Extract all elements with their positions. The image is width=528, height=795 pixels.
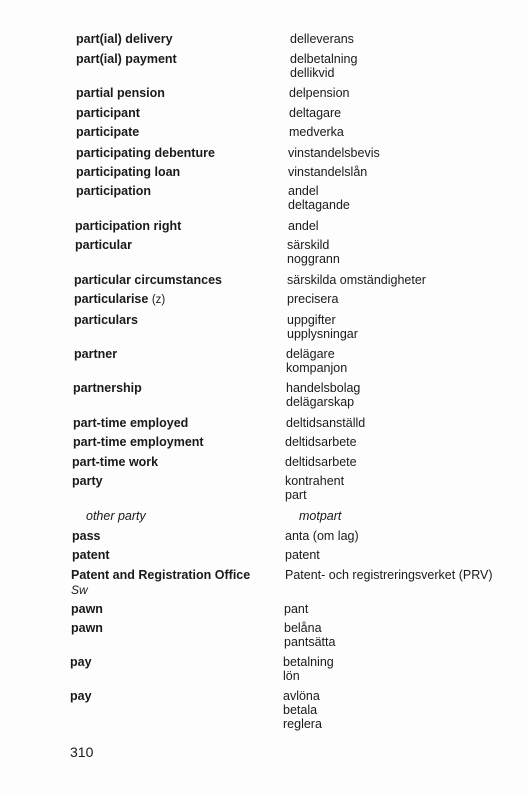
entry-term-text: other party — [86, 509, 146, 523]
entry-term — [72, 548, 110, 563]
entry-translations — [287, 273, 426, 287]
entry-translations — [285, 455, 357, 469]
translation: deltidsarbete — [285, 435, 357, 449]
translation: belåna — [284, 621, 322, 635]
entry-term — [76, 86, 165, 101]
translation: deltagande — [288, 198, 350, 212]
entry-term-text: particular circumstances — [74, 273, 222, 287]
translation: vinstandelsbevis — [288, 146, 380, 160]
entry-term-text: part(ial) payment — [76, 52, 177, 66]
translation: avlöna — [283, 689, 320, 703]
entry-translations — [287, 313, 358, 341]
entry-term-text: participating debenture — [76, 146, 215, 160]
entry-translations — [287, 292, 338, 306]
entry-translations — [285, 529, 359, 543]
entry-term-text: participate — [76, 125, 140, 139]
translation: deltidsarbete — [285, 455, 357, 469]
entry-term-text: pass — [72, 529, 101, 543]
entry-translations — [287, 238, 340, 266]
translation: precisera — [287, 292, 339, 306]
translation: delägare — [286, 347, 335, 361]
translation: reglera — [283, 717, 322, 731]
entry-term-region: Sw — [71, 583, 88, 597]
entry-term-text: part-time employment — [73, 435, 204, 449]
translation: medverka — [289, 125, 344, 139]
entry-term-text: part-time employed — [73, 416, 189, 430]
translation: särskild — [287, 238, 330, 252]
entry-translations — [289, 86, 349, 100]
translation: delpension — [289, 86, 350, 100]
entry-term — [75, 238, 132, 253]
translation: andel — [288, 184, 319, 198]
entry-term-text: part-time work — [72, 455, 159, 469]
translation: betala — [283, 703, 318, 717]
entry-term-text: party — [72, 474, 103, 488]
entry-term-text: partnership — [73, 381, 142, 395]
entry-translations — [285, 474, 344, 502]
translation: delbetalning — [290, 52, 358, 66]
entry-translations — [284, 621, 335, 649]
page-number: 310 — [70, 744, 94, 760]
entry-term-text: partial pension — [76, 86, 165, 100]
translation: pant — [284, 602, 309, 616]
entry-term-text: particular — [75, 238, 132, 252]
translation: särskilda omständigheter — [287, 273, 426, 287]
entry-term — [73, 381, 142, 396]
translation: delägarskap — [286, 395, 355, 409]
entry-translations — [288, 146, 380, 160]
entry-term — [76, 106, 140, 121]
entry-term — [73, 435, 204, 450]
translation: vinstandelslån — [288, 165, 368, 179]
translation: anta (om lag) — [285, 529, 359, 543]
entry-term — [70, 689, 92, 704]
entry-term-text: participation — [76, 184, 152, 198]
entry-term-text: particularise — [74, 292, 149, 306]
entry-term-text: patent — [72, 548, 110, 562]
entry-term-text: pawn — [71, 621, 103, 635]
entry-term — [76, 125, 139, 140]
entry-translations — [284, 602, 308, 616]
entry-term — [76, 184, 151, 199]
entry-term-text: particulars — [74, 313, 138, 327]
entry-translations — [286, 416, 365, 430]
translation: deltagare — [289, 106, 342, 120]
entry-translations — [286, 347, 347, 375]
entry-term-text: Patent and Registration Office — [71, 568, 251, 582]
entry-term — [75, 219, 181, 234]
entry-translations — [289, 106, 341, 120]
entry-translations — [283, 689, 322, 731]
translation: dellikvid — [290, 66, 335, 80]
entry-term-text: participation right — [75, 219, 182, 233]
entry-term-text: part(ial) delivery — [76, 32, 173, 46]
translation: lön — [283, 669, 300, 683]
entry-term — [71, 602, 103, 617]
entry-term — [71, 568, 250, 598]
entry-term — [72, 529, 101, 544]
entry-term — [76, 32, 173, 47]
translation: andel — [288, 219, 319, 233]
translation: uppgifter — [287, 313, 336, 327]
entry-term — [74, 347, 117, 362]
entry-term-text: participant — [76, 106, 140, 120]
translation: patent — [285, 548, 320, 562]
translation: upplysningar — [287, 327, 358, 341]
entry-term — [76, 165, 180, 180]
entry-translations — [288, 184, 350, 212]
entry-translations — [285, 435, 357, 449]
translation: handelsbolag — [286, 381, 361, 395]
translation: kompanjon — [286, 361, 348, 375]
translation: deltidsanställd — [286, 416, 366, 430]
translation: noggrann — [287, 252, 340, 266]
translation: betalning — [283, 655, 334, 669]
entry-term — [74, 292, 165, 308]
entry-term — [76, 52, 177, 67]
entry-term — [86, 509, 146, 524]
entry-term-text: pawn — [71, 602, 103, 616]
entry-translations — [285, 568, 493, 582]
translation: pantsätta — [284, 635, 336, 649]
entry-term — [72, 474, 103, 489]
entry-term-text: partner — [74, 347, 118, 361]
entry-translations — [288, 165, 367, 179]
entry-term — [74, 313, 138, 328]
entry-translations — [289, 125, 344, 139]
translation: part — [285, 488, 307, 502]
entry-term — [72, 455, 158, 470]
entry-translations — [290, 52, 357, 80]
entry-translations — [286, 381, 360, 409]
entry-translations — [283, 655, 334, 683]
translation: kontrahent — [285, 474, 345, 488]
entry-translations — [288, 219, 319, 233]
entry-translations — [299, 509, 341, 523]
translation: motpart — [299, 509, 342, 523]
entry-translations — [285, 548, 320, 562]
entry-term — [74, 273, 222, 288]
entry-term-text: pay — [70, 655, 92, 669]
entry-term — [71, 621, 103, 636]
entry-term — [73, 416, 188, 431]
translation: delleverans — [290, 32, 354, 46]
entry-term-text: pay — [70, 689, 92, 703]
entry-term-note: (z) — [151, 294, 166, 306]
entry-term-text: participating loan — [76, 165, 181, 179]
entry-term — [70, 655, 92, 670]
entry-term — [76, 146, 215, 161]
entry-translations — [290, 32, 354, 46]
translation: Patent- och registreringsverket (PRV) — [285, 568, 493, 582]
